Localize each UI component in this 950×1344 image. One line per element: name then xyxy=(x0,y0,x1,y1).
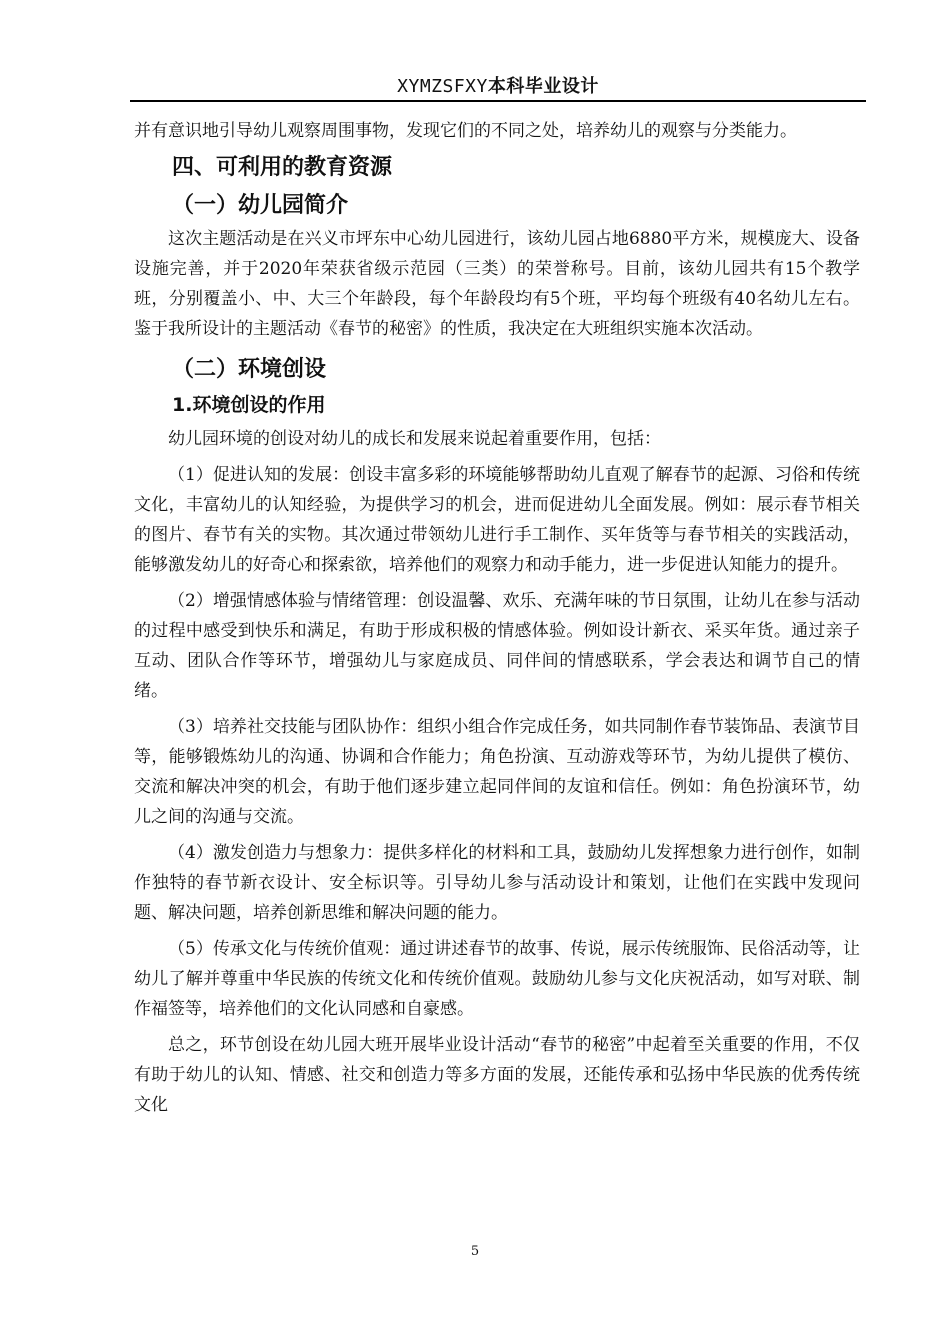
subsection-heading-environment: （二）环境创设 xyxy=(172,357,327,382)
subsection-heading-kindergarten: （一）幼儿园简介 xyxy=(172,193,349,218)
page-header xyxy=(130,74,866,102)
subsubsection-heading-role: 1.环境创设的作用 xyxy=(172,394,326,416)
list-item: （1）促进认知的发展：创设丰富多彩的环境能够帮助幼儿直观了解春节的起源、习俗和传统文化，丰富幼儿的认知经验，为提供学习的机会，进而促进幼儿全面发展。例如：展示春节相关的图片、春节有关的实物。其次通过带领幼儿进行手工制作、买年货等与春节相关的实践活动，能够激发幼儿的好奇心和探索欲，培养他们的观察力和动手能力，进一步促进认知能力的提升。 xyxy=(134,465,860,575)
header-school-code: XYMZSFXY xyxy=(397,76,488,97)
environment-intro: 幼儿园环境的创设对幼儿的成长和发展来说起着重要作用，包括： xyxy=(168,429,661,449)
page-body xyxy=(134,116,860,1120)
list-item: （3）培养社交技能与团队协作：组织小组合作完成任务，如共同制作春节装饰品、表演节目等，能够锻炼幼儿的沟通、协调和合作能力；角色扮演、互动游戏等环节，为幼儿提供了模仿、交流和解决冲突的机会，有助于他们逐步建立起同伴间的友谊和信任。例如：角色扮演环节，幼儿之间的沟通与交流。 xyxy=(134,717,860,827)
intro-paragraph: 并有意识地引导幼儿观察周围事物，发现它们的不同之处，培养幼儿的观察与分类能力。 xyxy=(134,121,797,141)
summary-paragraph: 总之，环节创设在幼儿园大班开展毕业设计活动“春节的秘密”中起着至关重要的作用，不仅有助于幼儿的认知、情感、社交和创造力等多方面的发展，还能传承和弘扬中华民族的优秀传统文化 xyxy=(134,1035,860,1115)
list-item: （4）激发创造力与想象力：提供多样化的材料和工具，鼓励幼儿发挥想象力进行创作，如制作独特的春节新衣设计、安全标识等。引导幼儿参与活动设计和策划，让他们在实践中发现问题、解决问题，培养创新思维和解决问题的能力。 xyxy=(134,843,860,923)
page-number: 5 xyxy=(470,1244,480,1259)
section-heading: 四、可利用的教育资源 xyxy=(172,155,393,180)
header-title: 本科毕业设计 xyxy=(487,76,599,97)
list-item: （2）增强情感体验与情绪管理：创设温馨、欢乐、充满年味的节日氛围，让幼儿在参与活动的过程中感受到快乐和满足，有助于形成积极的情感体验。例如设计新衣、采买年货。通过亲子互动、团队合作等环节，增强幼儿与家庭成员、同伴间的情感联系，学会表达和调节自己的情绪。 xyxy=(134,591,860,701)
list-item: （5）传承文化与传统价值观：通过讲述春节的故事、传说，展示传统服饰、民俗活动等，让幼儿了解并尊重中华民族的传统文化和传统价值观。鼓励幼儿参与文化庆祝活动，如写对联、制作福签等，培养他们的文化认同感和自豪感。 xyxy=(134,939,860,1019)
kindergarten-paragraph: 这次主题活动是在兴义市坪东中心幼儿园进行，该幼儿园占地6880平方米，规模庞大、设备设施完善，并于2020年荣获省级示范园（三类）的荣誉称号。目前，该幼儿园共有15个教学班，分别覆盖小、中、大三个年龄段，每个年龄段均有5个班，平均每个班级有40名幼儿左右。鉴于我所设计的主题活动《春节的秘密》的性质，我决定在大班组织实施本次活动。 xyxy=(134,229,860,339)
